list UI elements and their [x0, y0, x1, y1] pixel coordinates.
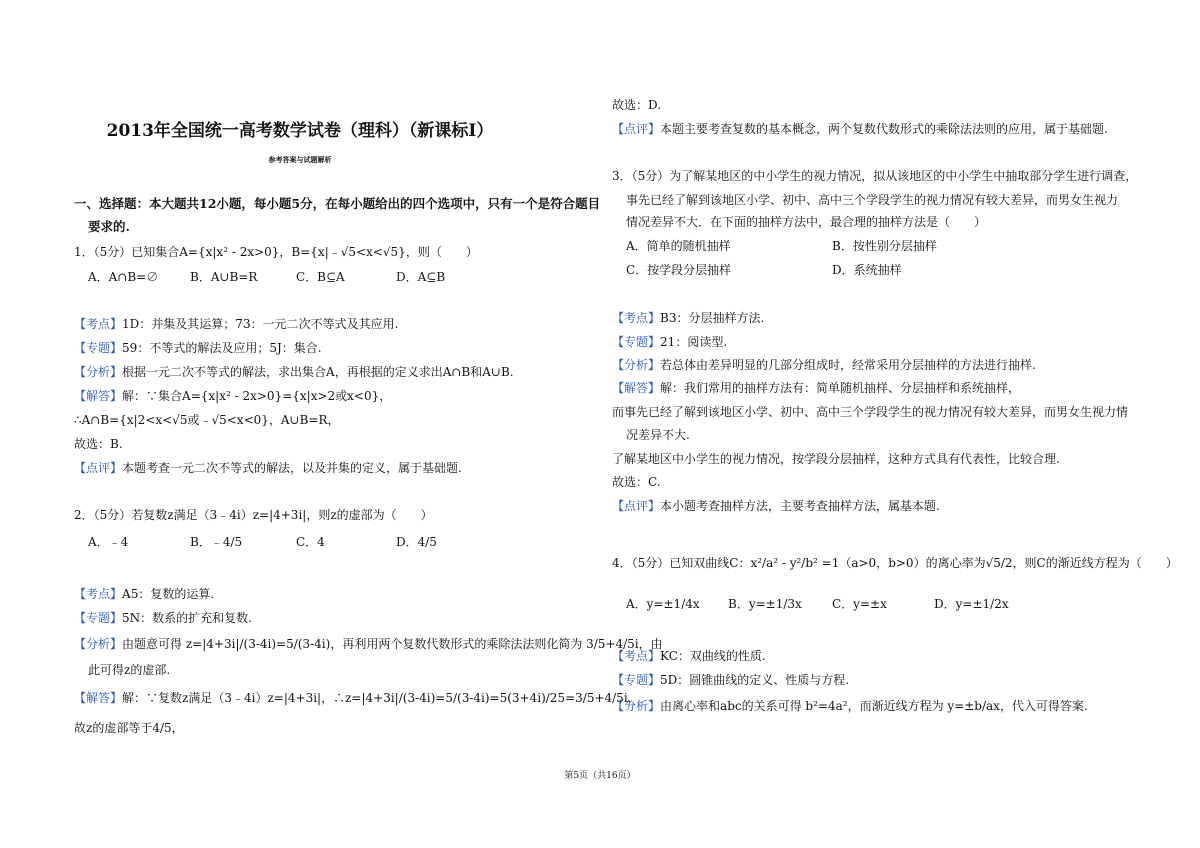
jieda-label: 【 解答 】 — [74, 691, 122, 705]
fenxi-label: 【 分析 】 — [74, 637, 122, 651]
kaodian-label: 【 考点 】 — [74, 587, 122, 601]
q4-stem: 4．（5分）已知双曲线C：x²/a² - y²/b² =1（a>0，b>0）的离心率为√5/2，则C的渐近线方程为（ ） — [612, 556, 1178, 570]
q3-dianping — [612, 498, 940, 514]
q3-stem-cont2: 情况差异不大．在下面的抽样方法中，最合理的抽样方法是（ ） — [626, 215, 987, 229]
kaodian-label: 【 考点 】 — [612, 311, 660, 325]
q3-fenxi — [612, 357, 1036, 373]
zhuanti-label: 【 专题 】 — [612, 673, 660, 687]
q2-jieda — [74, 690, 640, 706]
q2-option-c: C．4 — [296, 535, 325, 549]
q4-option-c: C．y=±x — [832, 597, 887, 611]
q4-fenxi-text: 由离心率和abc的关系可得 b²=4a²，而渐近线方程为 y=±b/ax，代入可得答案. — [660, 699, 1088, 713]
q1-jieda — [74, 388, 391, 404]
q1-option-c: C．B⊆A — [296, 270, 345, 284]
q3-kaodian-text: B3：分层抽样方法. — [660, 311, 765, 325]
q4-zhuanti — [612, 672, 849, 688]
q2-solution-line: 故z的虚部等于4/5， — [74, 721, 184, 735]
q4-kaodian — [612, 648, 766, 664]
page-subtitle: 参考答案与试题解析 — [268, 155, 332, 164]
q1-answer: 故选：B. — [74, 437, 123, 451]
q3-option-d: D．系统抽样 — [832, 263, 902, 277]
q1-option-a: A．A∩B=∅ — [88, 270, 159, 284]
q3-zhuanti-text: 21：阅读型. — [660, 335, 728, 349]
q4-zhuanti-text: 5D：圆锥曲线的定义、性质与方程. — [660, 673, 850, 687]
fenxi-label: 【 分析 】 — [74, 365, 122, 379]
q3-stem-cont: 事先已经了解到该地区小学、初中、高中三个学段学生的视力情况有较大差异，而男女生视力 — [626, 193, 1119, 207]
q3-solution-line: 而事先已经了解到该地区小学、初中、高中三个学段学生的视力情况有较大差异，而男女生视力情 — [612, 405, 1129, 419]
q2-dianping — [612, 121, 1108, 137]
q3-jieda-text: 解：我们常用的抽样方法有：简单随机抽样、分层抽样和系统抽样， — [660, 381, 1021, 395]
q3-answer: 故选：C. — [612, 475, 661, 489]
zhuanti-label: 【 专题 】 — [612, 335, 660, 349]
q3-jieda — [612, 380, 1020, 396]
q2-fenxi — [74, 636, 663, 652]
dianping-label: 【 点评 】 — [612, 499, 660, 513]
q4-option-d: D．y=±1/2x — [934, 597, 1009, 611]
zhuanti-label: 【 专题 】 — [74, 341, 122, 355]
page-title: 2013年全国统一高考数学试卷（理科）（新课标Ⅰ） — [106, 121, 494, 141]
zhuanti-label: 【 专题 】 — [74, 611, 122, 625]
q2-zhuanti-text: 5N：数系的扩充和复数. — [122, 611, 252, 625]
q4-option-a: A．y=±1/4x — [626, 597, 700, 611]
q1-zhuanti-text: 59：不等式的解法及应用；5J：集合. — [122, 341, 322, 355]
q3-option-b: B．按性别分层抽样 — [832, 239, 937, 253]
q3-stem: 3．（5分）为了解某地区的中小学生的视力情况，拟从该地区的中小学生中抽取部分学生进行调查， — [612, 169, 1138, 183]
q1-fenxi-text: 根据一元二次不等式的解法，求出集合A，再根据的定义求出A∩B和A∪B. — [122, 365, 514, 379]
q4-fenxi — [612, 698, 1088, 714]
q2-option-a: A．﹣4 — [88, 535, 129, 549]
q3-option-c: C．按学段分层抽样 — [626, 263, 732, 277]
q2-kaodian-text: A5：复数的运算. — [122, 587, 215, 601]
q4-option-b: B．y=±1/3x — [728, 597, 802, 611]
jieda-label: 【 解答 】 — [612, 381, 660, 395]
q3-solution-line2: 了解某地区中小学生的视力情况，按学段分层抽样，这种方式具有代表性，比较合理. — [612, 452, 1060, 466]
q2-answer: 故选：D. — [612, 98, 662, 112]
q4-kaodian-text: KC：双曲线的性质. — [660, 649, 766, 663]
q3-fenxi-text: 若总体由差异明显的几部分组成时，经常采用分层抽样的方法进行抽样. — [660, 358, 1036, 372]
q2-fenxi-cont: 此可得z的虚部. — [88, 663, 171, 677]
q1-zhuanti — [74, 340, 322, 356]
fenxi-label: 【 分析 】 — [612, 699, 660, 713]
q1-jieda-text: 解：∵集合A={x|x² - 2x>0}={x|x>2或x<0}， — [122, 389, 392, 403]
dianping-label: 【 点评 】 — [612, 122, 660, 136]
q2-kaodian — [74, 586, 214, 602]
q1-solution-line: ∴A∩B={x|2<x<√5或﹣√5<x<0}，A∪B=R， — [74, 413, 340, 427]
q3-zhuanti — [612, 334, 727, 350]
fenxi-label: 【 分析 】 — [612, 358, 660, 372]
q2-stem: 2．（5分）若复数z满足（3﹣4i）z=|4+3i|，则z的虚部为（ ） — [74, 508, 433, 522]
q3-kaodian — [612, 310, 764, 326]
q2-fenxi-text: 由题意可得 z=|4+3i|/(3-4i)=5/(3-4i)，再利用两个复数代数形式的乘除法法则化简为 3/5+4/5i，由 — [122, 637, 663, 651]
q3-dianping-text: 本小题考查抽样方法，主要考查抽样方法，属基本题. — [660, 499, 940, 513]
q1-option-d: D．A⊆B — [396, 270, 446, 284]
q2-zhuanti — [74, 610, 252, 626]
q2-jieda-text: 解：∵复数z满足（3﹣4i）z=|4+3i|，∴z=|4+3i|/(3-4i)=5/(3-4i)=5(3+4i)/25=3/5+4/5i， — [122, 691, 640, 705]
kaodian-label: 【 考点 】 — [74, 317, 122, 331]
q3-solution-cont: 况差异不大. — [626, 428, 690, 442]
q1-stem: 1．（5分）已知集合A={x|x² - 2x>0}，B={x|﹣√5<x<√5}，则（ ） — [74, 245, 478, 259]
q3-option-a: A．简单的随机抽样 — [626, 239, 731, 253]
q1-kaodian — [74, 316, 398, 332]
q1-dianping — [74, 460, 462, 476]
q1-kaodian-text: 1D：并集及其运算；73：一元二次不等式及其应用. — [122, 317, 399, 331]
kaodian-label: 【 考点 】 — [612, 649, 660, 663]
page-footer: 第5页（共16页） — [564, 771, 636, 781]
section-header: 一、选择题：本大题共12小题，每小题5分，在每小题给出的四个选项中，只有一个是符合题目 — [74, 196, 601, 211]
dianping-label: 【 点评 】 — [74, 461, 122, 475]
q1-dianping-text: 本题考查一元二次不等式的解法，以及并集的定义，属于基础题. — [122, 461, 462, 475]
q2-dianping-text: 本题主要考查复数的基本概念，两个复数代数形式的乘除法法则的应用，属于基础题. — [660, 122, 1108, 136]
q1-fenxi — [74, 364, 514, 380]
section-header-cont: 要求的. — [88, 219, 130, 234]
q2-option-b: B．﹣4/5 — [190, 535, 243, 549]
q1-option-b: B．A∪B=R — [190, 270, 258, 284]
jieda-label: 【 解答 】 — [74, 389, 122, 403]
q2-option-d: D．4/5 — [396, 535, 437, 549]
